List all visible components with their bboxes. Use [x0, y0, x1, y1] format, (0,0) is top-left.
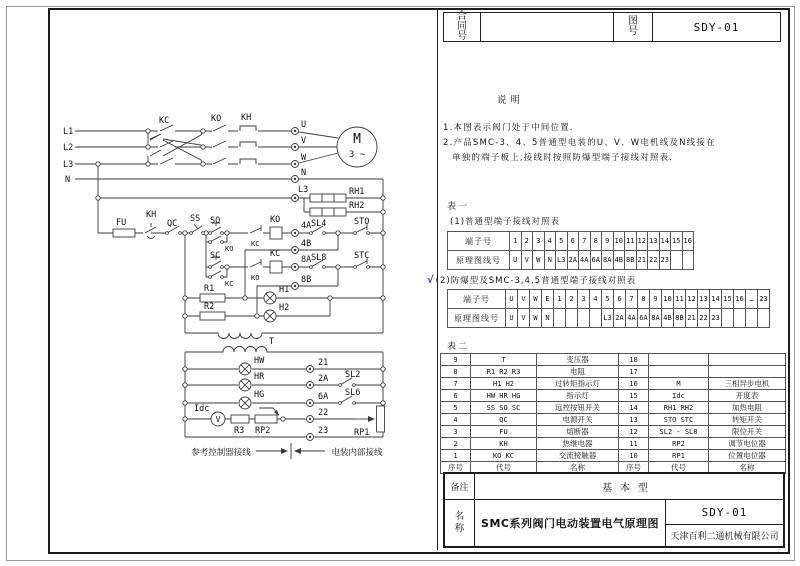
table-cell	[566, 309, 578, 328]
schematic-label: N	[65, 175, 71, 185]
note-line: 2.产品SMC-3、4、5普通型电装的U、V、W电机线及N线接在	[443, 138, 716, 148]
table-cell: 端子号	[448, 232, 510, 251]
table-cell: 11	[674, 290, 686, 309]
transformer-secondary	[185, 347, 383, 353]
schematic-label: KO	[225, 245, 234, 253]
table-cell: SS SO SC	[471, 402, 537, 414]
table-cell: W	[530, 309, 542, 328]
schematic-label: L3	[63, 160, 74, 170]
contract-no-label-text: 合 同 号	[457, 11, 467, 42]
schematic-label: SL2	[345, 370, 361, 380]
schematic-label: 电装内部接线	[331, 448, 383, 458]
table-cell: 2	[441, 438, 471, 450]
table-cell: 1	[510, 232, 522, 251]
terminal-u	[292, 128, 299, 135]
schematic-label: KC	[251, 240, 260, 248]
table-cell: 10	[613, 232, 625, 251]
table-cell: …	[746, 290, 758, 309]
table-cell: L3	[556, 251, 568, 270]
table-cell: 指示灯	[537, 390, 619, 402]
table-cell: 4	[544, 232, 556, 251]
table-cell: 4	[590, 290, 602, 309]
r3-resistor	[231, 415, 249, 423]
table-cell: 转矩开关	[709, 414, 786, 426]
schematic-label: KO	[251, 274, 260, 282]
terminal-table-explosionproof	[447, 289, 770, 328]
table-cell: 14	[619, 402, 649, 414]
table-cell: 6A	[638, 309, 650, 328]
schematic-label: SL6	[345, 388, 361, 398]
table-cell: 4A	[579, 251, 591, 270]
kc-coil	[270, 261, 282, 273]
component-list-table	[440, 353, 786, 474]
table-cell: 11	[625, 232, 637, 251]
table-cell: 23	[659, 251, 671, 270]
table-cell: 6	[441, 390, 471, 402]
schematic-label: V	[301, 136, 307, 146]
table-cell: 4B	[662, 309, 674, 328]
table-cell: 12	[619, 426, 649, 438]
table-cell: 名称	[709, 462, 786, 474]
schematic-label: 4A	[301, 221, 312, 231]
table-cell: 6	[567, 232, 579, 251]
terminal-8b	[292, 283, 299, 290]
table-cell: SL2 - SL8	[649, 426, 709, 438]
table-cell: 端子号	[448, 290, 506, 309]
table-cell: 10	[662, 290, 674, 309]
table-cell: 9	[441, 354, 471, 366]
table-cell: 远控按钮开关	[537, 402, 619, 414]
terminal-22	[307, 416, 314, 423]
table-cell: QC	[471, 414, 537, 426]
table-cell: U	[506, 309, 518, 328]
schematic-label: V	[215, 415, 221, 424]
schematic-label: M	[353, 132, 361, 147]
schematic-label: SC	[210, 251, 221, 261]
table-cell: 4A	[626, 309, 638, 328]
schematic-label: 21	[318, 358, 329, 368]
table	[440, 353, 786, 474]
table-cell: N	[544, 251, 556, 270]
table-cell	[758, 309, 770, 328]
terminal-2a	[307, 382, 314, 389]
table-cell: 3	[533, 232, 545, 251]
table-cell: H1 H2	[471, 378, 537, 390]
table-cell: 变压器	[537, 354, 619, 366]
notes-title: 说明	[497, 95, 525, 106]
table-cell: 22	[648, 251, 660, 270]
table-cell: 8	[590, 232, 602, 251]
terminal-w	[292, 161, 299, 168]
table-cell: 13	[619, 414, 649, 426]
terminal-4a	[292, 230, 299, 237]
terminal-21	[307, 366, 314, 373]
company-name: 天津百利二通机械有限公司	[670, 532, 779, 542]
ko-nc-contact	[250, 259, 261, 267]
schematic-label: Idc	[194, 404, 210, 414]
table-cell: L3	[602, 309, 614, 328]
schematic-label: RP1	[354, 428, 370, 438]
rp1-potentiometer	[377, 406, 385, 432]
table-cell: 12	[686, 290, 698, 309]
rp2-potentiometer	[255, 415, 277, 423]
table-cell: 8A	[650, 309, 662, 328]
table-cell: 14	[710, 290, 722, 309]
table-cell: 开度表	[709, 390, 786, 402]
rh2-resistor	[310, 208, 346, 216]
table-cell: 代号	[471, 462, 537, 474]
table-cell: 7	[441, 378, 471, 390]
rp1-arrow	[368, 416, 375, 422]
drawing-title: SMC系列阀门电动装置电气原理图	[475, 500, 666, 546]
schematic-label: 4B	[301, 239, 312, 249]
schematic-label: R3	[234, 426, 245, 436]
table-cell: 18	[619, 354, 649, 366]
drawing-no-label	[613, 12, 653, 42]
table-cell: 交流接触器	[537, 450, 619, 462]
table-cell: 6	[614, 290, 626, 309]
table-cell	[671, 251, 683, 270]
drawing-code: SDY-01	[666, 500, 783, 525]
table-cell: R1 R2 R3	[471, 366, 537, 378]
table-cell: 16	[682, 232, 694, 251]
kh-nc-contact	[145, 223, 156, 239]
table2-subcaption-text: (2)防爆型及SMC-3,4,5普通型端子接线对照表	[435, 276, 637, 286]
table-cell: 8A	[602, 251, 614, 270]
r2-resistor	[200, 312, 225, 320]
table-cell: 3	[578, 290, 590, 309]
schematic-label: RH2	[349, 201, 365, 211]
table-cell: N	[542, 309, 554, 328]
schematic-label: RH1	[349, 187, 365, 197]
table-cell: 3	[441, 426, 471, 438]
terminal-v	[292, 144, 299, 151]
table-cell	[722, 309, 734, 328]
schematic-label: 22	[318, 408, 329, 418]
table-cell: V	[518, 309, 530, 328]
schematic-label: 8A	[301, 255, 312, 265]
kh-thermal-elements	[240, 126, 256, 164]
ko-contacts	[213, 125, 226, 164]
table-cell: 过转矩指示灯	[537, 378, 619, 390]
table-cell: 17	[619, 366, 649, 378]
table-cell: 位置电位器	[709, 450, 786, 462]
phase-cross-wires	[148, 131, 203, 164]
table2-subcaption	[427, 274, 636, 286]
schematic-label: N	[301, 168, 307, 178]
schematic-label: RP2	[255, 426, 271, 436]
schematic-label: STO	[354, 217, 370, 227]
table-cell: 2A	[614, 309, 626, 328]
drawing-no-value: SDY-01	[652, 12, 781, 42]
schematic-label: W	[301, 153, 307, 163]
schematic-label: 23	[318, 426, 329, 436]
table-cell: 4B	[613, 251, 625, 270]
table-cell: W	[530, 290, 542, 309]
junction-nodes	[96, 129, 385, 421]
note-line: 单独的端子板上,接线时按照防爆型端子接线对照表.	[452, 153, 674, 163]
table-cell	[554, 309, 566, 328]
schematic-label: T	[269, 337, 275, 347]
table-cell: KH	[471, 438, 537, 450]
table-cell	[709, 366, 786, 378]
table-cell	[590, 309, 602, 328]
table-cell: 2A	[567, 251, 579, 270]
schematic-label: KC	[270, 249, 281, 259]
schematic-label: 3 ~	[348, 150, 366, 160]
table-cell: 13	[648, 232, 660, 251]
terminal-4b	[292, 247, 299, 254]
table-cell: Idc	[649, 390, 709, 402]
table-cell: 7	[626, 290, 638, 309]
table-cell: 调节电位器	[709, 438, 786, 450]
table1-subcaption: (1)普通型端子接线对照表	[450, 217, 561, 227]
table-cell	[746, 309, 758, 328]
schematic-label: 2A	[318, 374, 329, 384]
table-cell: 三相异步电机	[709, 378, 786, 390]
table-cell: 5	[602, 290, 614, 309]
table-cell: FU	[471, 426, 537, 438]
schematic-label: L1	[63, 127, 74, 137]
table-cell: U	[506, 290, 518, 309]
table-cell: W	[533, 251, 545, 270]
table-cell: 15	[722, 290, 734, 309]
schematic-label: SL8	[311, 253, 327, 263]
contract-no-label	[443, 12, 481, 42]
schematic-label: KO	[211, 114, 222, 124]
ss-switch	[191, 224, 202, 233]
schematic-label: 参考控制器接线	[191, 448, 251, 458]
table-cell: 9	[602, 232, 614, 251]
table-cell: HW HR HG	[471, 390, 537, 402]
schematic-label: H1	[279, 285, 290, 295]
schematic-label: FU	[116, 218, 127, 228]
table-cell: V	[521, 251, 533, 270]
table-cell: 14	[659, 232, 671, 251]
table-cell: 16	[619, 378, 649, 390]
h1-lamp	[264, 292, 276, 304]
table-cell: V	[518, 290, 530, 309]
name-row	[445, 500, 783, 546]
table-cell: 序号	[619, 462, 649, 474]
table-cell: 4	[441, 414, 471, 426]
table	[447, 231, 694, 270]
schematic-label: 6A	[318, 392, 329, 402]
drawing-no-label-text: 图 号	[628, 16, 638, 37]
table-cell: 熔断器	[537, 426, 619, 438]
schematic-label: SS	[190, 214, 201, 224]
schematic-label: KH	[241, 113, 252, 123]
table-cell: 序号	[441, 462, 471, 474]
table-cell: U	[510, 251, 522, 270]
remark-row	[445, 474, 783, 500]
wire-8b	[257, 267, 338, 316]
table-cell: 8B	[625, 251, 637, 270]
table-cell: 1	[554, 290, 566, 309]
terminal-l3	[292, 195, 299, 202]
table1-caption: 表一	[447, 202, 470, 212]
table-cell: 21	[686, 309, 698, 328]
schematic-label: KH	[146, 210, 157, 220]
h2-lamp	[264, 310, 276, 322]
table-cell: 8B	[674, 309, 686, 328]
kc-nc-contact	[250, 225, 261, 233]
schematic-label: L2	[63, 143, 74, 153]
schematic-label: R2	[204, 302, 215, 312]
schematic-label: SL4	[311, 219, 327, 229]
circuit-schematic	[55, 90, 435, 468]
table-cell: 2	[521, 232, 533, 251]
table-cell: 9	[650, 290, 662, 309]
table-cell: 6A	[590, 251, 602, 270]
schematic-label: U	[301, 120, 307, 130]
table-cell: 7	[579, 232, 591, 251]
check-mark: √	[427, 275, 435, 286]
schematic-labels	[63, 113, 383, 458]
table-cell: 8	[441, 366, 471, 378]
schematic-label: R1	[204, 284, 215, 294]
terminal-n	[292, 176, 299, 183]
table-cell: 15	[619, 390, 649, 402]
table-cell: 16	[734, 290, 746, 309]
schematic-label: HG	[254, 390, 265, 400]
table3-caption: 表二	[447, 342, 470, 352]
table-cell: STO STC	[649, 414, 709, 426]
schematic-label: H2	[279, 303, 290, 313]
r1-resistor	[200, 294, 225, 302]
table-cell	[682, 251, 694, 270]
table-cell: 5	[556, 232, 568, 251]
table-cell: 8	[638, 290, 650, 309]
note-line: 1.本图表示阀门处于中间位置.	[443, 123, 574, 133]
table-cell: 15	[671, 232, 683, 251]
table-cell: 电源开关	[537, 414, 619, 426]
terminal-6a	[307, 400, 314, 407]
table-cell: RP1	[649, 450, 709, 462]
boundary-line	[256, 443, 325, 459]
table-cell: 23	[710, 309, 722, 328]
table-cell: 5	[441, 402, 471, 414]
schematic-label: 8B	[301, 275, 312, 285]
title-block	[443, 472, 785, 548]
table-cell	[709, 354, 786, 366]
table-cell: 原理图线号	[448, 251, 510, 270]
name-label	[445, 500, 475, 546]
table-cell: 热继电器	[537, 438, 619, 450]
terminal-23	[307, 434, 314, 441]
remark-value: 基本型	[602, 483, 656, 494]
table-cell: E	[542, 290, 554, 309]
table-cell: 23	[758, 290, 770, 309]
table-cell: 22	[698, 309, 710, 328]
ko-coil	[270, 227, 282, 239]
table-cell: 限位开关	[709, 426, 786, 438]
fu-fuse	[113, 229, 135, 237]
table-cell: M	[649, 378, 709, 390]
remark-label: 备注	[445, 474, 475, 499]
table-cell: RP2	[649, 438, 709, 450]
schematic-label: KO	[270, 215, 281, 225]
schematic-label: STC	[354, 251, 370, 261]
transformer-primary	[185, 333, 383, 339]
schematic-label: KC	[159, 116, 170, 126]
schematic-label: QC	[167, 219, 178, 229]
terminal-8a	[292, 264, 299, 271]
table-cell: 11	[619, 438, 649, 450]
table-cell: 电阻	[537, 366, 619, 378]
hr-lamp	[239, 379, 251, 391]
terminal-table-normal	[447, 231, 694, 270]
table-cell: 12	[636, 232, 648, 251]
table-cell: 加热电阻	[709, 402, 786, 414]
rh1-resistor	[310, 194, 346, 202]
table-cell: 2	[566, 290, 578, 309]
schematic-label: HW	[254, 356, 265, 366]
schematic-label: KC	[225, 280, 234, 288]
table	[447, 289, 770, 328]
table-cell	[734, 309, 746, 328]
table-cell: T	[471, 354, 537, 366]
schematic-label: HR	[254, 372, 265, 382]
table-cell: 13	[698, 290, 710, 309]
table-cell: 原理图线号	[448, 309, 506, 328]
table-cell	[578, 309, 590, 328]
contract-no-value	[480, 12, 614, 42]
name-label-text: 名 称	[454, 511, 465, 534]
table-cell: 21	[636, 251, 648, 270]
hg-lamp	[239, 397, 251, 409]
table-cell: 10	[619, 450, 649, 462]
schematic-label: SO	[210, 216, 221, 226]
hw-lamp	[239, 363, 251, 375]
title-block-right	[666, 500, 783, 546]
table-cell: KO KC	[471, 450, 537, 462]
table-cell	[649, 354, 709, 366]
table-cell: 1	[441, 450, 471, 462]
table-cell	[649, 366, 709, 378]
schematic-label: L3	[298, 185, 309, 195]
table-cell: RH1 RH2	[649, 402, 709, 414]
table-cell: 代号	[649, 462, 709, 474]
table-cell: 名称	[537, 462, 619, 474]
